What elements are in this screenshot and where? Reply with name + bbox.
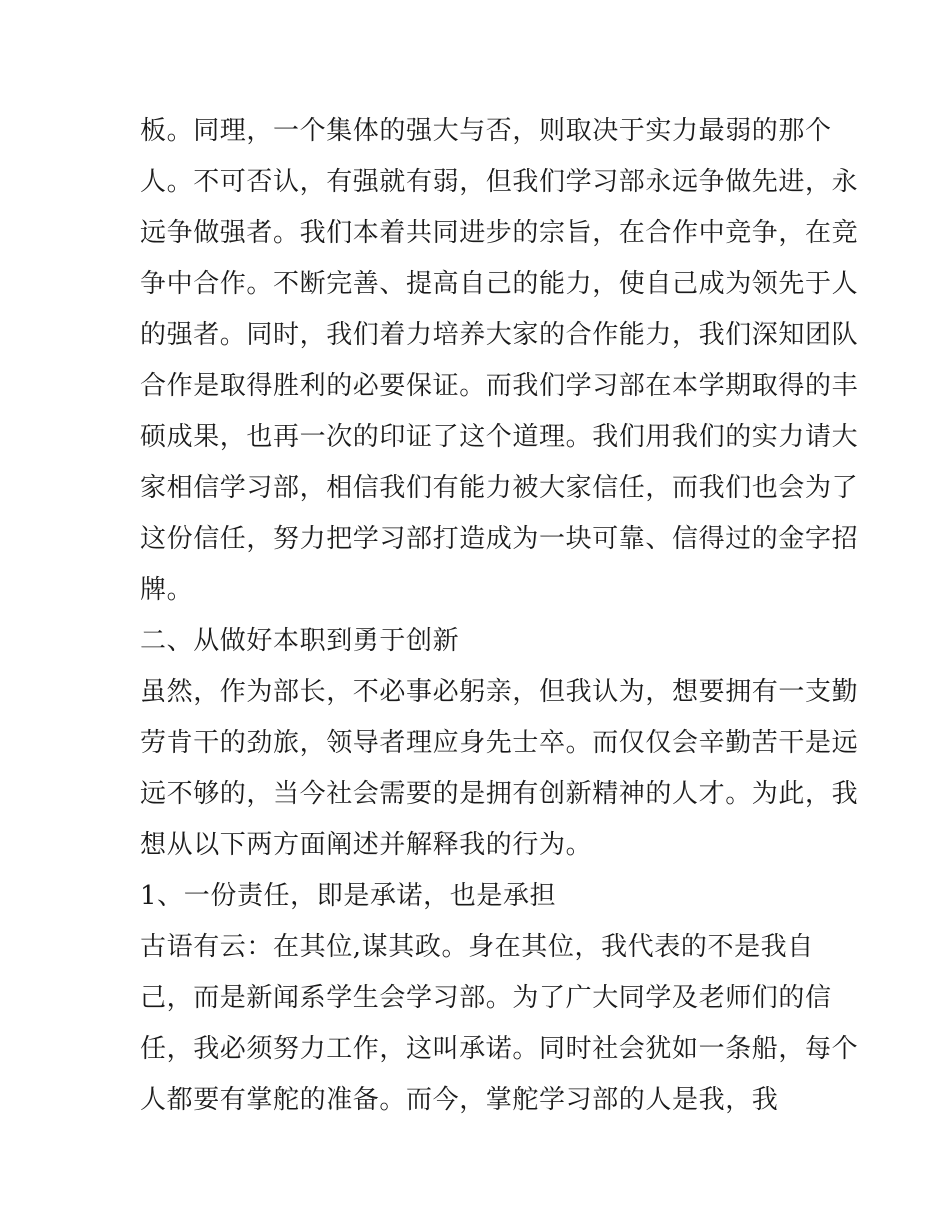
- section-heading: 二、从做好本职到勇于创新: [140, 626, 460, 656]
- text-line: 虽然，作为部长，不必事必躬亲，但我认为，想要拥有一支勤: [140, 677, 859, 707]
- text-line: 硕成果，也再一次的印证了这个道理。我们用我们的实力请大: [140, 422, 859, 452]
- text-line: 的强者。同时，我们着力培养大家的合作能力，我们深知团队: [140, 320, 859, 350]
- text-line: 这份信任，努力把学习部打造成为一块可靠、信得过的金字招: [140, 524, 859, 554]
- text-line: 己，而是新闻系学生会学习部。为了广大同学及老师们的信: [140, 983, 832, 1013]
- text-line: 家相信学习部，相信我们有能力被大家信任，而我们也会为了: [140, 473, 859, 503]
- text-line: 板。同理，一个集体的强大与否，则取决于实力最弱的那个: [140, 116, 832, 146]
- text-line: 牌。: [140, 575, 194, 605]
- text-line: 人都要有掌舵的准备。而今，掌舵学习部的人是我，我: [140, 1085, 779, 1115]
- text-line: 想从以下两方面阐述并解释我的行为。: [140, 830, 593, 860]
- document-body: [140, 106, 859, 1126]
- text-line: 合作是取得胜利的必要保证。而我们学习部在本学期取得的丰: [140, 371, 859, 401]
- text-line: 劳肯干的劲旅，领导者理应身先士卒。而仅仅会辛勤苦干是远: [140, 728, 859, 758]
- text-line: 争中合作。不断完善、提高自己的能力，使自己成为领先于人: [140, 269, 859, 299]
- text-line: 古语有云：在其位,谋其政。身在其位，我代表的不是我自: [140, 932, 814, 962]
- text-line: 人。不可否认，有强就有弱，但我们学习部永远争做先进，永: [140, 167, 859, 197]
- text-line: 远不够的，当今社会需要的是拥有创新精神的人才。为此，我: [140, 779, 859, 809]
- subsection-heading: 1、一份责任，即是承诺，也是承担: [140, 881, 557, 911]
- text-line: 任，我必须努力工作，这叫承诺。同时社会犹如一条船，每个: [140, 1034, 859, 1064]
- text-line: 远争做强者。我们本着共同进步的宗旨，在合作中竞争，在竞: [140, 218, 859, 248]
